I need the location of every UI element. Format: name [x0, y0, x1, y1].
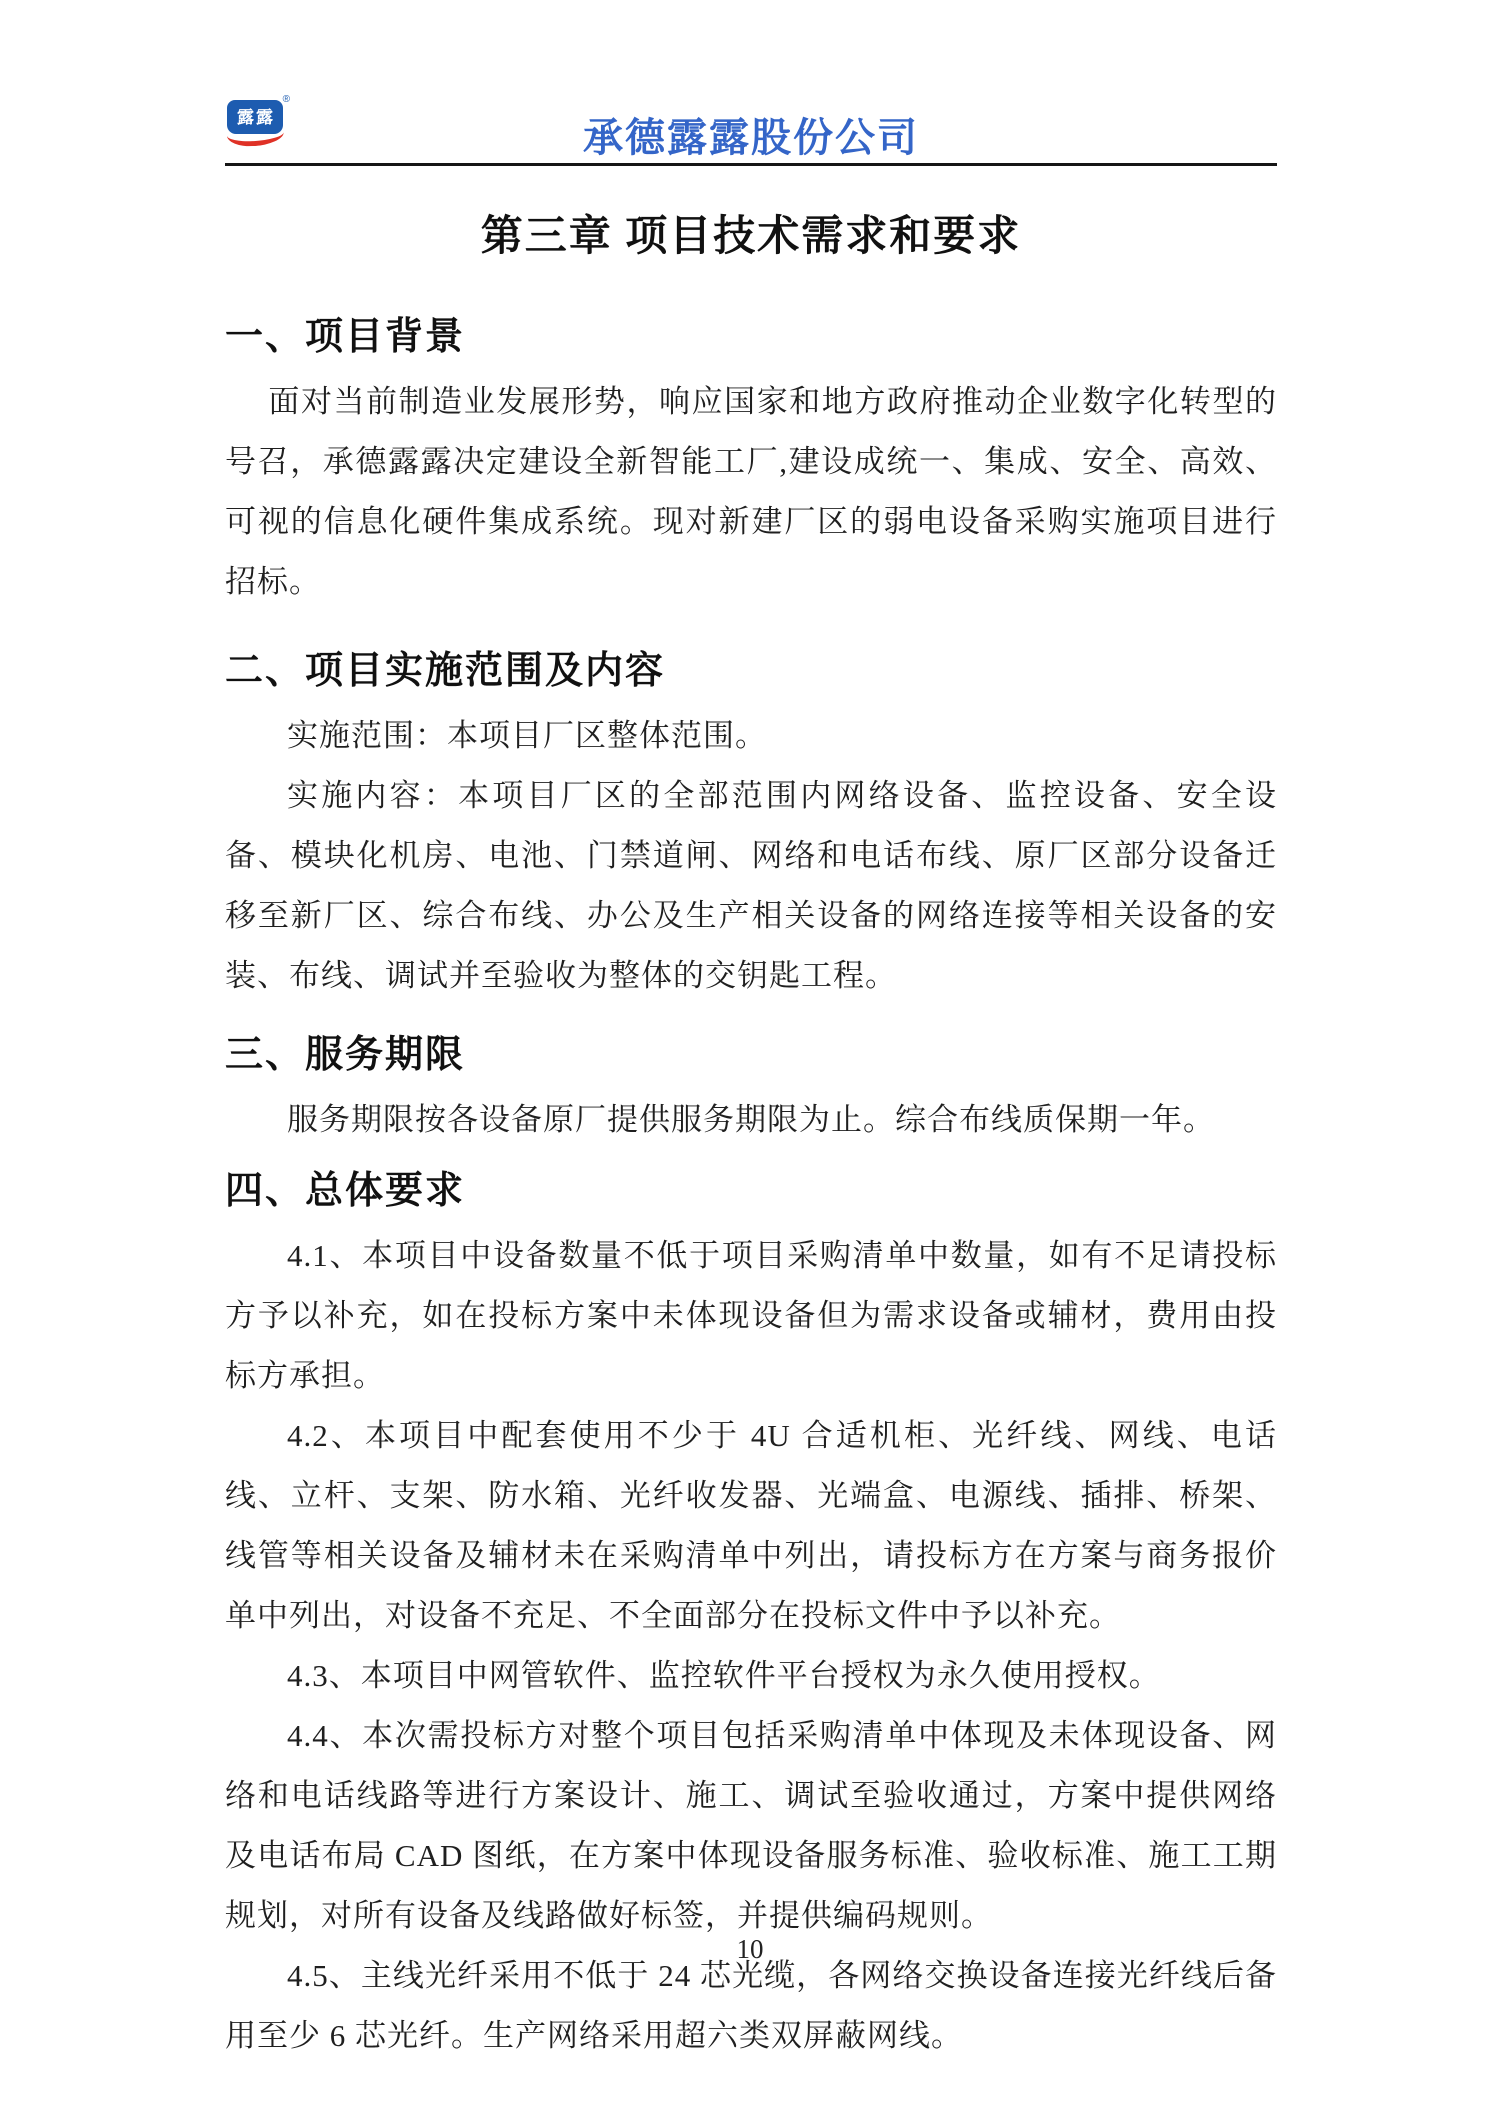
company-name: 承德露露股份公司	[583, 115, 919, 160]
section-4-paragraph-4-3: 4.3、本项目中网管软件、监控软件平台授权为永久使用授权。	[287, 1658, 1161, 1694]
section-4-paragraph-4-5: 4.5、主线光纤采用不低于 24 芯光缆，各网络交换设备连接光纤线后备用至少 6 芯光纤。生产网络采用超六类双屏蔽网线。	[225, 1958, 1277, 2054]
section-1-heading: 一、项目背景	[225, 316, 466, 359]
section-2-paragraph-scope: 实施范围：本项目厂区整体范围。	[287, 718, 767, 754]
document-body	[225, 212, 1277, 2066]
page-header	[225, 0, 1277, 166]
section-1-paragraph: 面对当前制造业发展形势，响应国家和地方政府推动企业数字化转型的号召，承德露露决定建设全新智能工厂,建设成统一、集成、安全、高效、可视的信息化硬件集成系统。现对新建厂区的弱电设备采购实施项目进行招标。	[225, 384, 1277, 600]
logo-character-right: 露	[256, 107, 273, 127]
section-2-paragraph-content: 实施内容：本项目厂区的全部范围内网络设备、监控设备、安全设备、模块化机房、电池、门禁道闸、网络和电话布线、原厂区部分设备迁移至新厂区、综合布线、办公及生产相关设备的网络连接等相关设备的安装、布线、调试并至验收为整体的交钥匙工程。	[225, 778, 1277, 994]
registered-trademark-icon: ®	[282, 94, 290, 105]
section-4-paragraph-4-4: 4.4、本次需投标方对整个项目包括采购清单中体现及未体现设备、网络和电话线路等进行方案设计、施工、调试至验收通过，方案中提供网络及电话布局 CAD 图纸，在方案中体现设备服务标准、验收标准、施工工期规划，对所有设备及线路做好标签，并提供编码规则。	[225, 1718, 1277, 1934]
section-2-heading: 二、项目实施范围及内容	[225, 650, 666, 693]
section-4-heading: 四、总体要求	[225, 1170, 466, 1213]
section-3-heading: 三、服务期限	[225, 1034, 466, 1077]
section-3-paragraph: 服务期限按各设备原厂提供服务期限为止。综合布线质保期一年。	[287, 1102, 1215, 1138]
logo-character-left: 露	[237, 107, 254, 127]
section-4-paragraph-4-2: 4.2、本项目中配套使用不少于 4U 合适机柜、光纤线、网线、电话线、立杆、支架、防水箱、光纤收发器、光端盒、电源线、插排、桥架、线管等相关设备及辅材未在采购清单中列出，请投标方在方案与商务报价单中列出，对设备不充足、不全面部分在投标文件中予以补充。	[225, 1418, 1277, 1634]
section-4-paragraph-4-1: 4.1、本项目中设备数量不低于项目采购清单中数量，如有不足请投标方予以补充，如在投标方案中未体现设备但为需求设备或辅材，费用由投标方承担。	[225, 1238, 1277, 1394]
page-number: 10	[736, 1934, 764, 1964]
chapter-title: 第三章 项目技术需求和要求	[480, 214, 1022, 260]
